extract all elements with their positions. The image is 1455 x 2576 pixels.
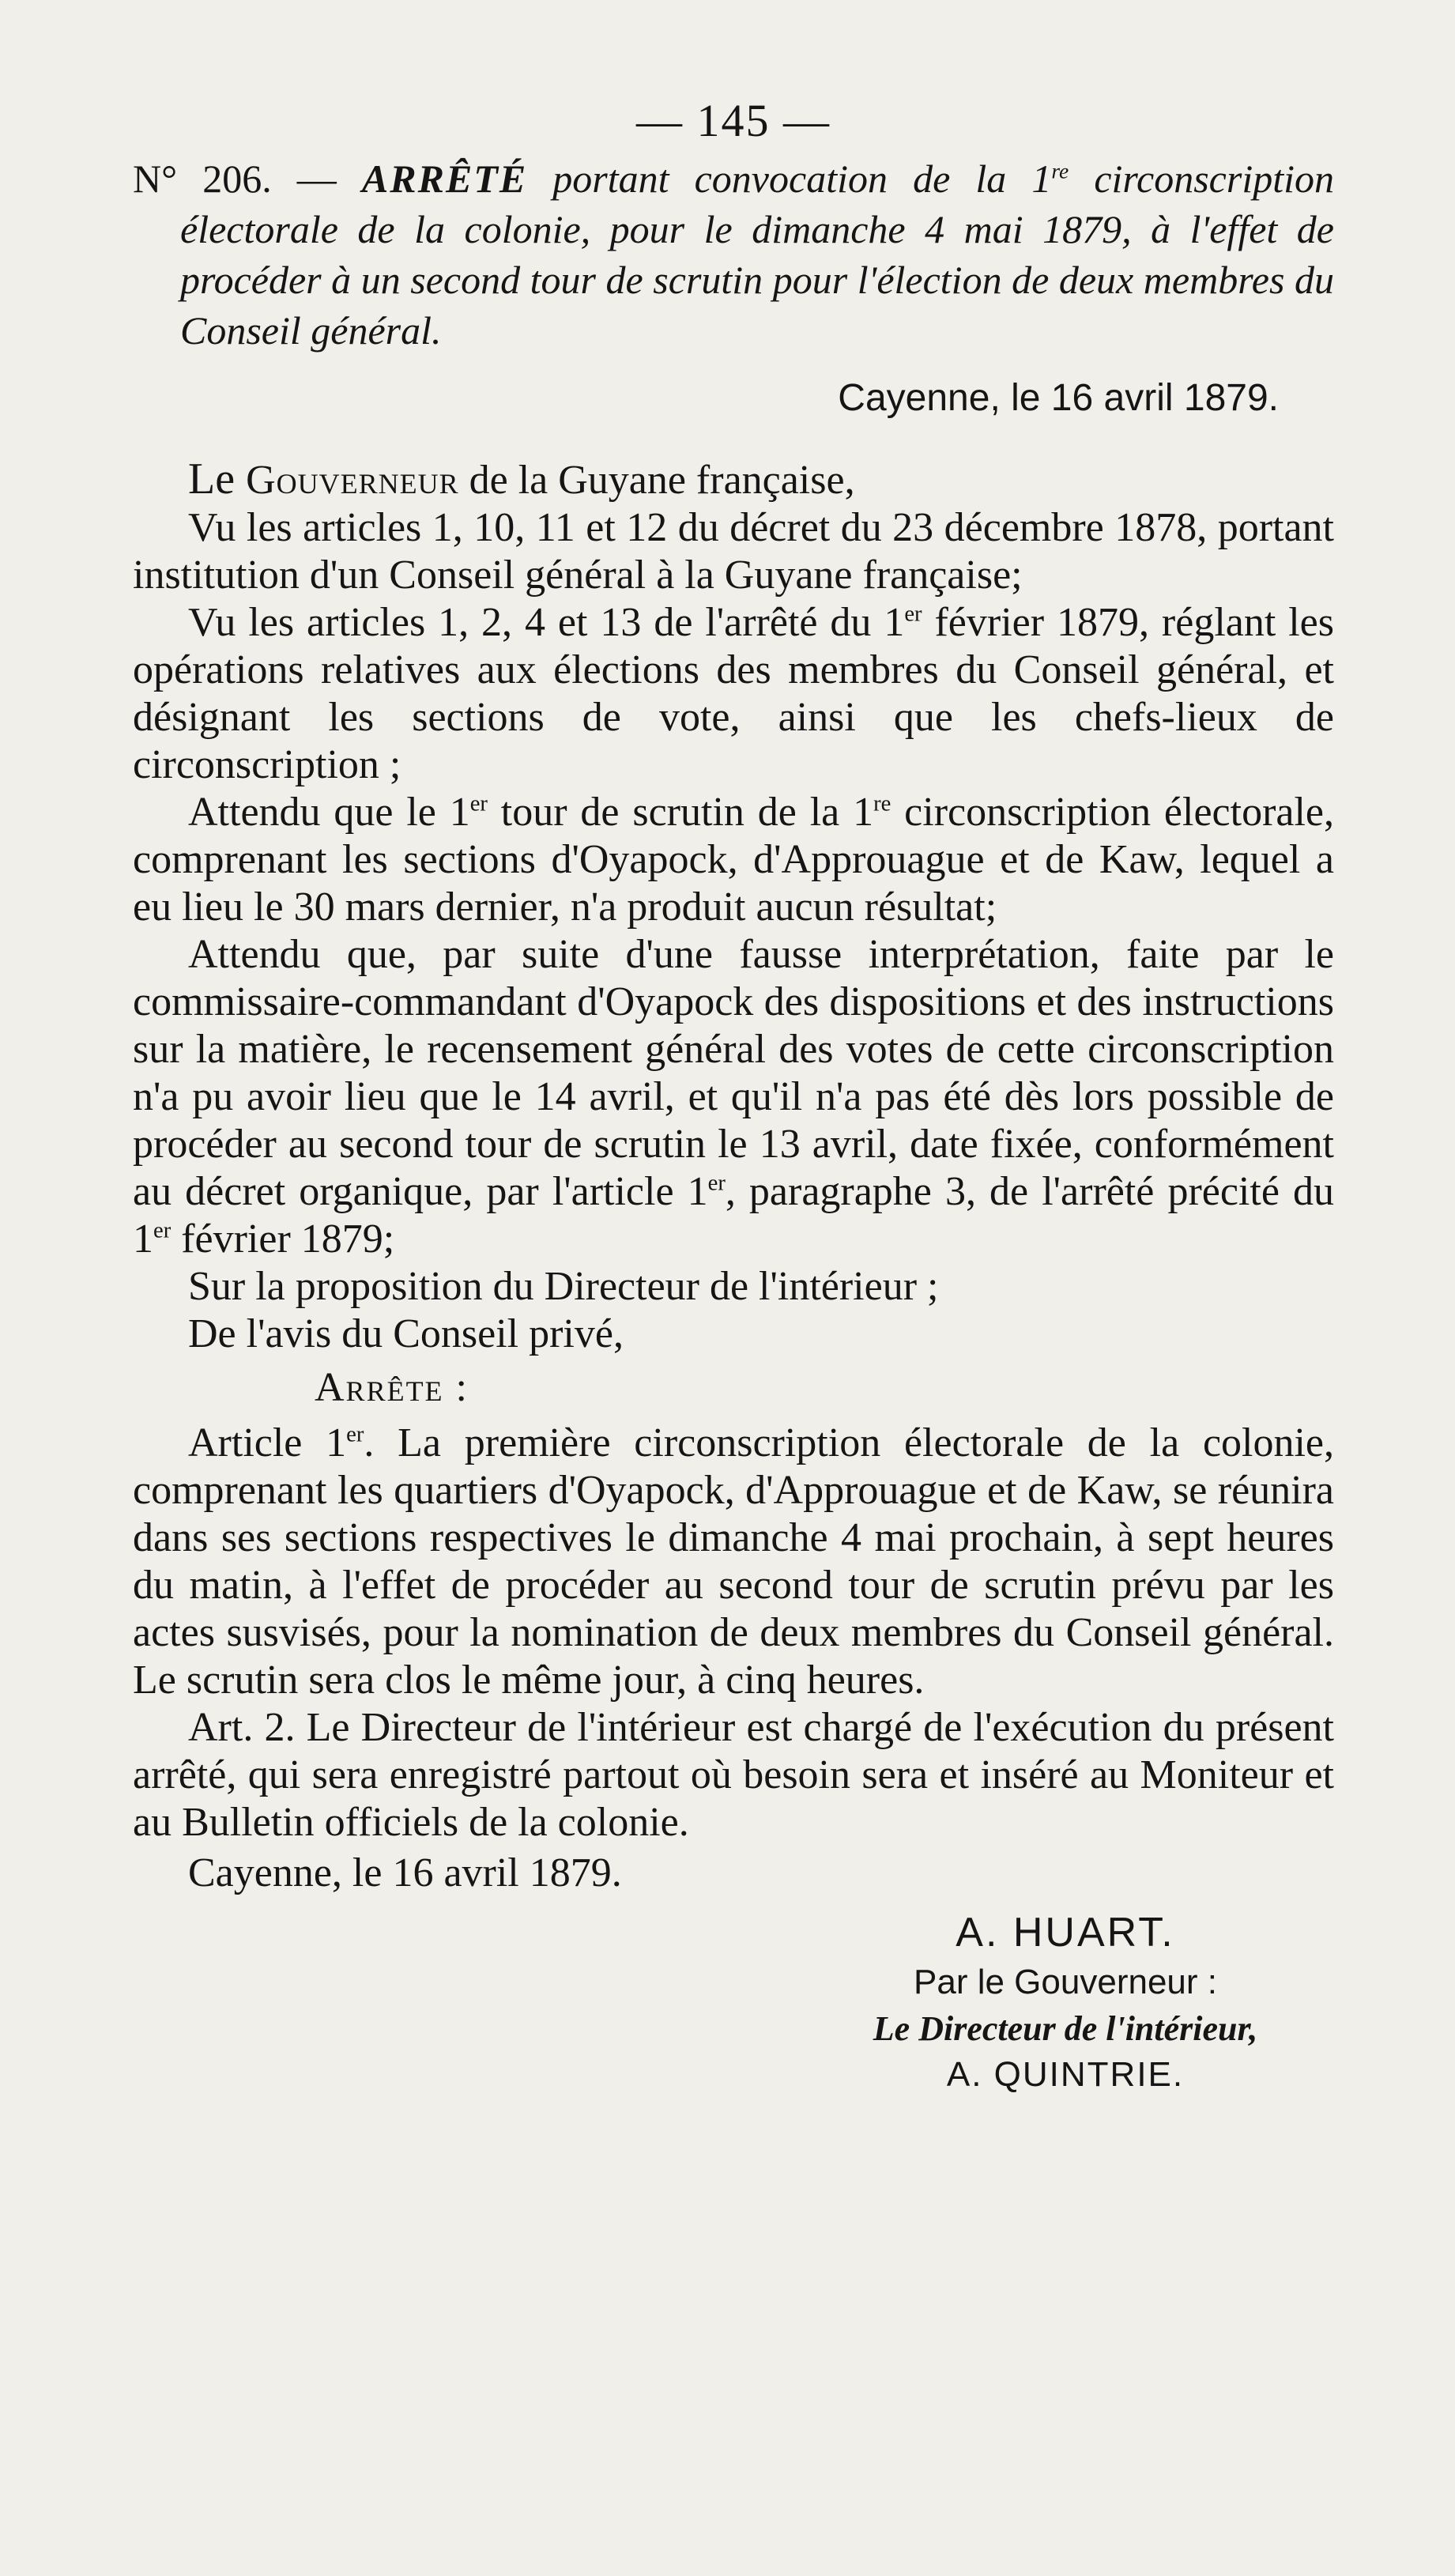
paragraph-5: Sur la proposition du Directeur de l'intérieur ; <box>188 1264 939 1309</box>
p2-b: février 1879, réglant les opérations relatives aux élections des membres du Conseil général, et désignant les sections de vote, ainsi que les chefs-lieux de circonscription ; <box>133 600 1334 787</box>
article-2: Art. 2. Le Directeur de l'intérieur est chargé de l'exécution du présent arrêté, qui sera enregistré partout où besoin sera et inséré au Moniteur et au Bulletin officiels de la colonie. <box>133 1705 1334 1845</box>
p4-sup-1: er <box>707 1171 726 1196</box>
art1-a: Article 1 <box>188 1420 347 1465</box>
p4-c: février 1879; <box>171 1216 395 1262</box>
closing-date: Cayenne, le 16 avril 1879. <box>188 1850 622 1895</box>
heading-sup: re <box>1051 158 1069 183</box>
art1-sup: er <box>346 1422 364 1447</box>
article-1 <box>133 1420 1334 1704</box>
p3-b: tour de scrutin de la 1 <box>487 790 874 835</box>
p2-sup: er <box>904 602 922 627</box>
p2-a: Vu les articles 1, 2, 4 et 13 de l'arrêté du 1 <box>188 600 905 645</box>
p3-a: Attendu que le 1 <box>188 790 470 835</box>
p4-a: Attendu que, par suite d'une fausse interprétation, faite par le commissaire-commandant d'Oyapock des dispositions et des instructions sur la matière, le recensement général des votes de cette circonscription n'a pu avoir lieu que le 14 avril, et qu'il n'a pas été dès lors possible de procéder au second tour de scrutin le 13 avril, date fixée, conformément au décret organique, par l'article 1 <box>133 932 1334 1214</box>
gouverneur-le: Le <box>188 454 247 504</box>
gouverneur-word: Gouverneur <box>246 458 459 503</box>
document-page <box>133 93 1334 2098</box>
gouverneur-line <box>133 455 1334 504</box>
paragraph-1: Vu les articles 1, 10, 11 et 12 du décret du 23 décembre 1878, portant institution d'un Conseil général à la Guyane française; <box>133 505 1334 598</box>
gouverneur-rest: de la Guyane française, <box>458 458 855 503</box>
heading-text-a: portant convocation de la 1 <box>527 157 1052 201</box>
signature-name: A. HUART. <box>956 1910 1175 1956</box>
art1-b: . La première circonscription électorale de la colonie, comprenant les quartiers d'Oyapock, d'Approuague et de Kaw, se réunira dans ses sections respectives le dimanche 4 mai prochain, à sept heures du matin, à l'effet de procéder au second tour de scrutin prévu par les actes susvisés, pour la nomination de deux membres du Conseil général. Le scrutin sera clos le même jour, à cinq heures. <box>133 1420 1335 1703</box>
paragraph-6: De l'avis du Conseil privé, <box>188 1311 624 1356</box>
signature-title: Le Directeur de l'intérieur, <box>873 2009 1258 2048</box>
heading-keyword: ARRÊTÉ <box>361 157 528 201</box>
page-number: — 145 — <box>636 95 831 146</box>
heading-text-b: circonscription électorale de la colonie, pour le dimanche 4 mai 1879, à l'effet de procéder à un second tour de scrutin pour l'élection de deux membres du Conseil général. <box>180 157 1334 353</box>
document-body <box>133 455 1334 1897</box>
p3-c: circonscription électorale, comprenant les sections d'Oyapock, d'Approuague et de Kaw, lequel a eu lieu le 30 mars dernier, n'a produit aucun résultat; <box>133 790 1334 930</box>
p4-sup-2: er <box>153 1218 172 1243</box>
p3-sup-2: re <box>873 791 891 817</box>
signature-name-2: A. QUINTRIE. <box>946 2055 1185 2094</box>
paragraph-3 <box>133 789 1334 931</box>
signature-block <box>812 1907 1318 2098</box>
document-heading <box>133 153 1334 356</box>
dateline: Cayenne, le 16 avril 1879. <box>838 377 1279 419</box>
p3-sup-1: er <box>469 791 488 817</box>
signature-by: Par le Gouverneur : <box>914 1963 1217 2001</box>
paragraph-4 <box>133 931 1334 1263</box>
paragraph-2 <box>133 599 1334 789</box>
arrete-heading: Arrête : <box>315 1365 469 1410</box>
p4-b: , paragraphe 3, de l'arrêté précité du 1 <box>133 1169 1334 1262</box>
heading-number: N° 206. — <box>133 157 337 201</box>
